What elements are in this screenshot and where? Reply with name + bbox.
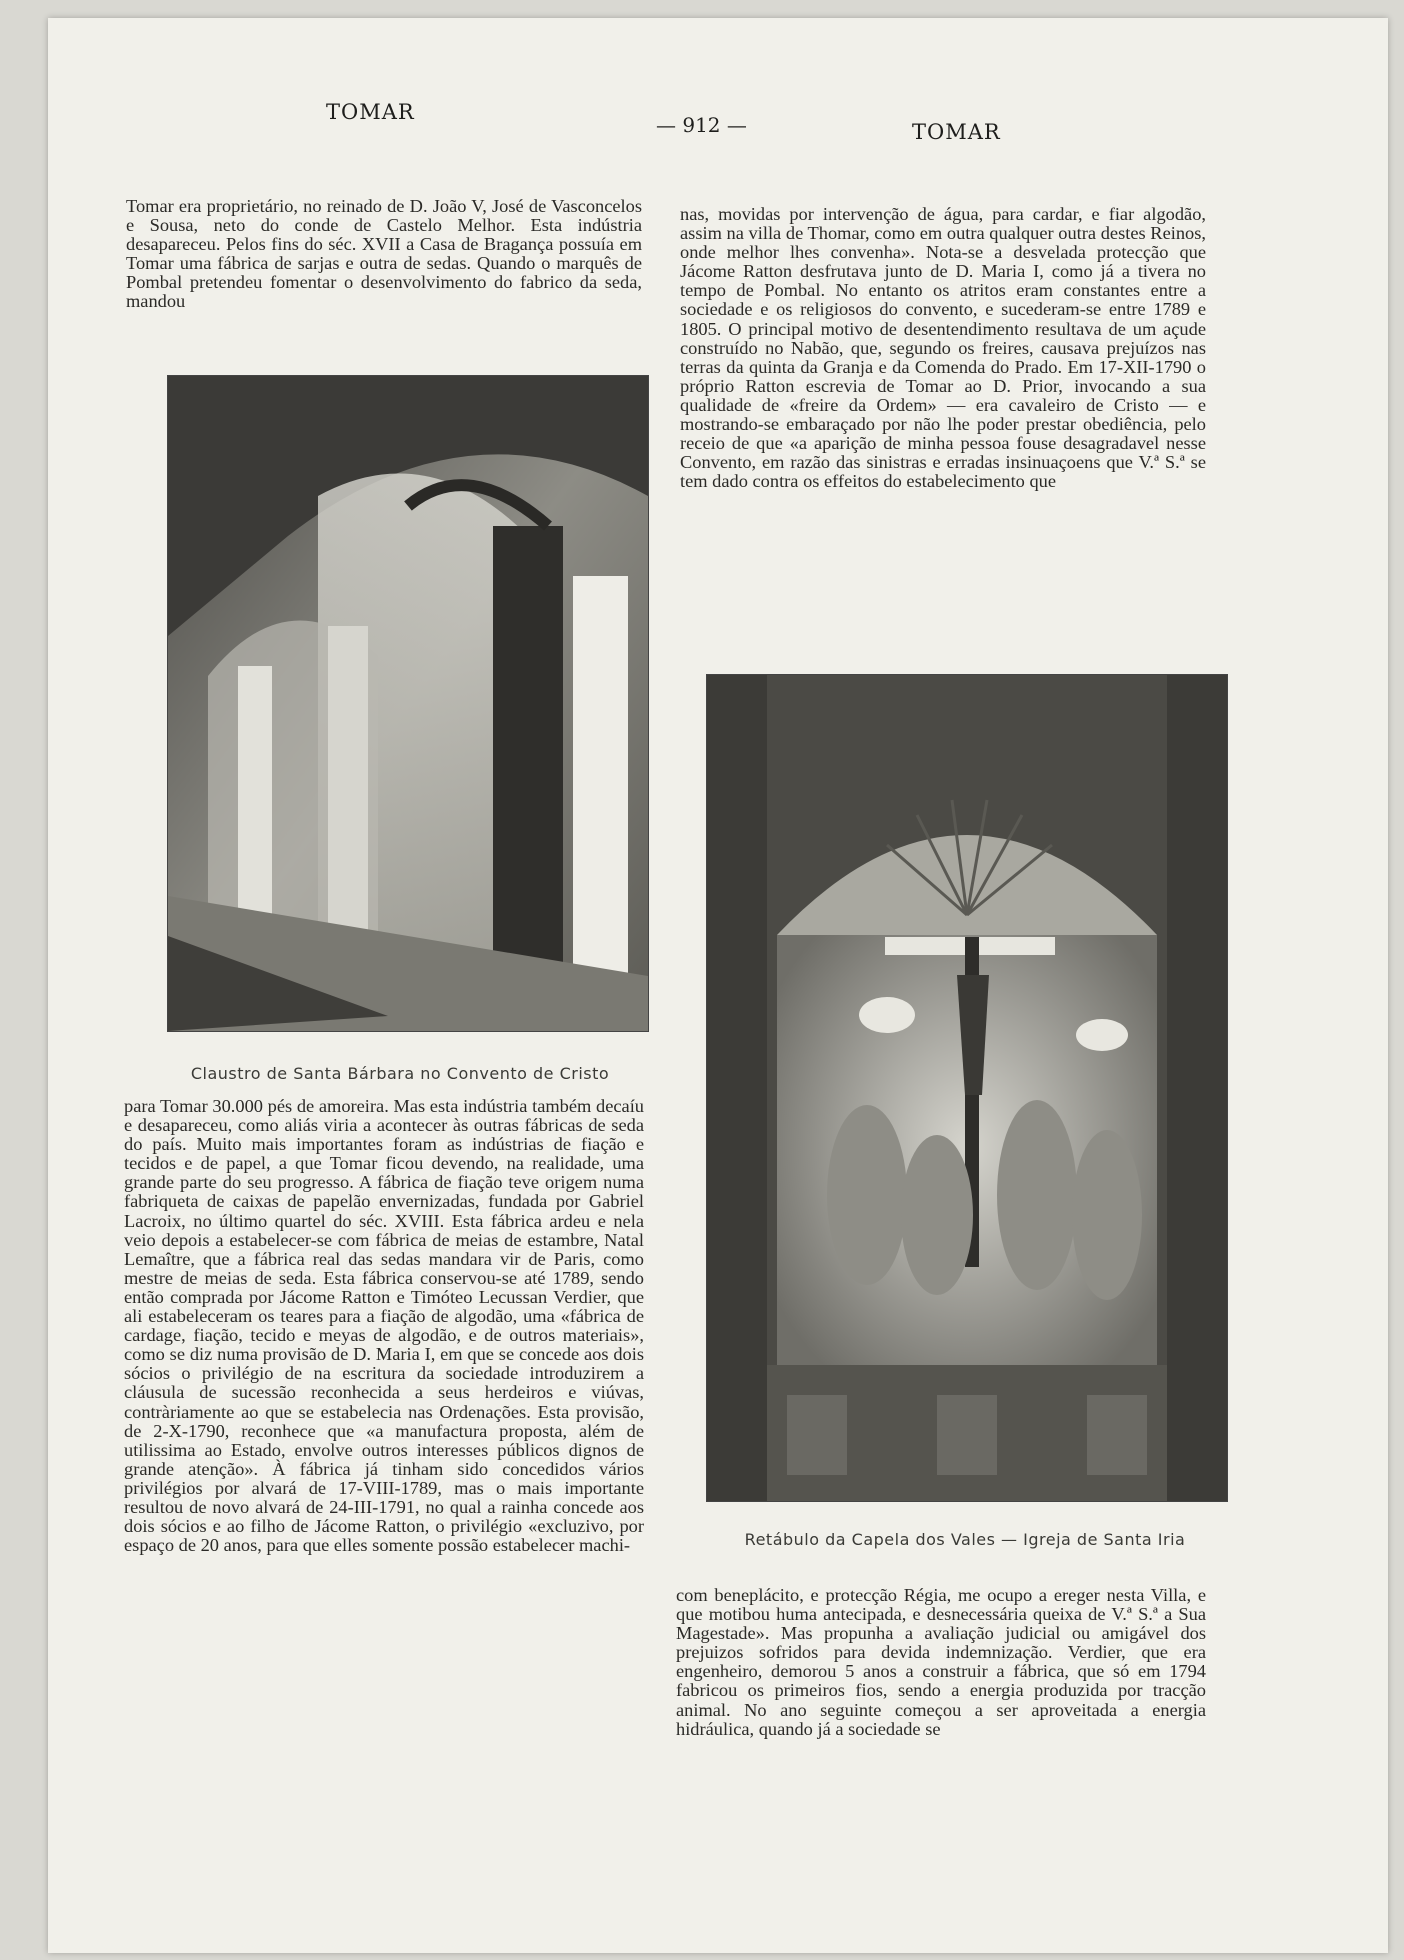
left-column-bottom-text xyxy=(124,1097,644,1555)
paragraph: Tomar era proprietário, no reinado de D. João V, José de Vasconcelos e Sousa, neto do conde de Castelo Melhor. Esta indústria desapareceu. Pelos fins do séc. XVII a Casa de Bragança possuía em Tomar uma fábrica de sarjas e outra de sedas. Quando o marquês de Pombal pretendeu fomentar o desenvolvimento do fabrico da seda, mandou xyxy=(126,196,642,312)
paragraph: para Tomar 30.000 pés de amoreira. Mas esta indústria também decaíu e desapareceu, como aliás viria a acontecer às outras fábricas de seda do país. Muito mais importantes foram as indústrias de fiação e tecidos e de papel, a que Tomar ficou devendo, na realidade, uma grande parte do seu progresso. A fábrica de fiação teve origem numa fabriqueta de caixas de papelão envernizadas, fundada por Gabriel Lacroix, no último quartel do séc. XVIII. Esta fábrica ardeu e nela veio depois a estabelecer-se com fábrica de meias de estambre, Natal Lemaître, que a fábrica real das sedas mandara vir de Paris, como mestre de meias de seda. Esta fábrica conservou-se até 1789, sendo então comprada por Jácome Ratton e Timóteo Lecussan Verdier, que ali estabeleceram os teares para a fiação de algodão, uma «fábrica de cardage, fiação, tecido e meyas de algodão, e de outros materiais», como se diz numa provisão de D. Maria I, em que se concede aos dois sócios o privilégio de na escritura da sociedade introduzirem a cláusula de sucessão reconhecida a seus herdeiros e viúvas, contràriamente ao que se estabelecia nas Ordenações. Esta provisão, de 2-X-1790, reconhece que «a manufactura proposta, além de utilissima ao Estado, envolve outros interesses públicos dignos de grande atenção». À fábrica já tinham sido concedidos vários privilégios por alvará de 17-VIII-1789, mas o mais importante resultou de novo alvará de 24-III-1791, no qual a rainha concede aos dois sócios e ao filho de Jácome Ratton, o privilégio «excluzivo, por espaço de 20 anos, para que elles somente possão estabelecer machi- xyxy=(124,1096,644,1556)
left-column-top-text xyxy=(126,197,642,312)
running-header-left: TOMAR xyxy=(326,100,415,124)
altarpiece-caption: Retábulo da Capela dos Vales — Igreja de Santa Iria xyxy=(744,1530,1186,1549)
paragraph: nas, movidas por intervenção de água, para cardar, e fiar algodão, assim na villa de Thomar, como em outra qualquer outra destes Reinos, onde melhor lhes convenha». Nota-se a desvelada protecção que Jácome Ratton desfrutava junto de D. Maria I, como já a tivera no tempo de Pombal. No entanto os atritos eram constantes entre a sociedade e os religiosos do convento, e sucederam-se entre 1789 e 1805. O principal motivo de desentendimento resultava de um açude construído no Nabão, que, segundo os freires, causava prejuízos nas terras da quinta da Granja e da Comenda do Prado. Em 17-XII-1790 o próprio Ratton escrevia de Tomar ao D. Prior, invocando a sua qualidade de «freire da Ordem» — era cavaleiro de Cristo — e mostrando-se embaraçado por não lhe poder prestar obediência, pelo receio de que «a aparição de minha pessoa fouse desagradavel nesse Convento, em razão das sinistras e erradas insinuaçoens que V.ª S.ª se tem dado contra os effeitos do estabelecimento que xyxy=(680,204,1206,492)
altarpiece-illustration xyxy=(707,675,1227,1501)
right-column-bottom-text xyxy=(676,1586,1206,1739)
paragraph: com beneplácito, e protecção Régia, me ocupo a ereger nesta Villa, e que motibou huma antecipada, e desnecessária queixa de V.ª S.ª a Sua Magestade». Mas propunha a avaliação judicial ou amigável dos prejuizos sofridos para devida indemnização. Verdier, que era engenheiro, demorou 5 anos a construir a fábrica, que só em 1794 fabricou os primeiros fios, sendo a energia produzida por tracção animal. No ano seguinte começou a ser aproveitada a energia hidráulica, quando já a sociedade se xyxy=(676,1585,1206,1739)
altarpiece-photo xyxy=(706,674,1228,1502)
cloister-photo xyxy=(167,375,649,1032)
right-column-top-text xyxy=(680,205,1206,491)
running-header-right: TOMAR xyxy=(912,120,1001,144)
page-number: — 912 — xyxy=(656,113,747,137)
cloister-illustration xyxy=(168,376,648,1031)
cloister-caption: Claustro de Santa Bárbara no Convento de Cristo xyxy=(190,1064,610,1083)
